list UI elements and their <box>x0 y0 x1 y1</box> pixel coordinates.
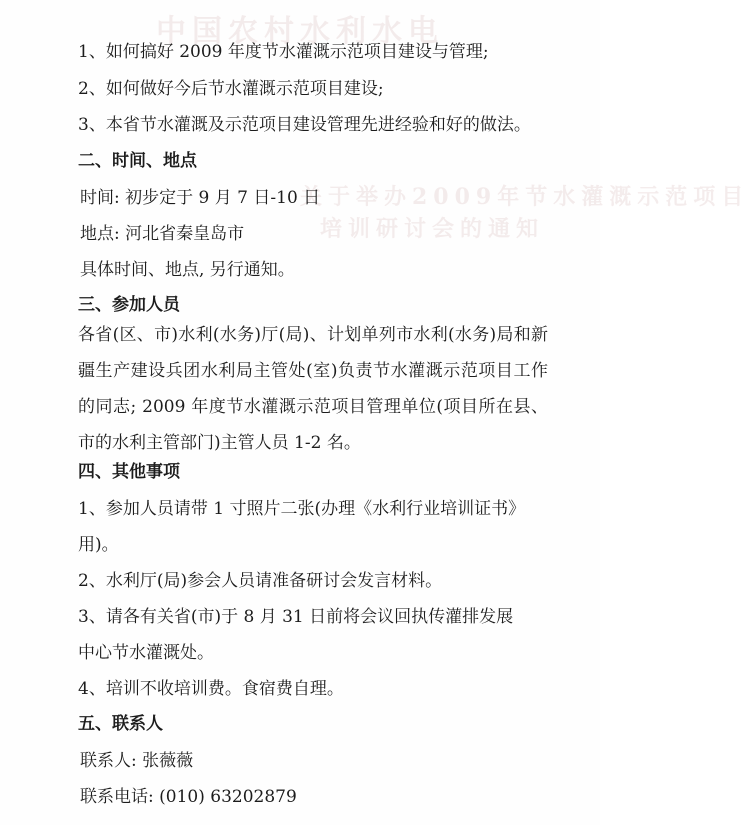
show-through-text-top: 中国农村水利水电 <box>156 14 444 49</box>
time-text: 时间: 初步定于 9 月 7 日-10 日 <box>80 188 321 208</box>
section3-heading: 三、参加人员 <box>78 295 180 315</box>
other-item-2: 2、水利厅(局)参会人员请准备研讨会发言材料。 <box>78 571 443 591</box>
section5-heading: 五、联系人 <box>78 714 163 734</box>
section2-heading: 二、时间、地点 <box>78 151 197 171</box>
place-text: 地点: 河北省秦皇岛市 <box>80 224 245 244</box>
contact-person: 联系人: 张薇薇 <box>80 751 194 771</box>
participants-paragraph: 各省(区、市)水利(水务)厅(局)、计划单列市水利(水务)局和新疆生产建设兵团水利局主管处(室)负责节水灌溉示范项目工作的同志; 2009 年度节水灌溉示范项目管理单位(项目所在县、市的水利主管部门)主管人员 1-2 名。 <box>78 325 548 453</box>
section1-item-1: 1、如何搞好 2009 年度节水灌溉示范项目建设与管理; <box>78 42 489 62</box>
show-through-text-mid-1: 关于举办2009年节水灌溉示范项目 <box>300 184 749 210</box>
other-item-1-line-2: 用)。 <box>78 535 119 555</box>
time-place-note: 具体时间、地点, 另行通知。 <box>80 260 295 280</box>
other-item-1-line-1: 1、参加人员请带 1 寸照片二张(办理《水利行业培训证书》 <box>78 499 526 519</box>
show-through-text-mid-2: 培训研讨会的通知 <box>320 216 545 242</box>
other-item-3-line-1: 3、请各有关省(市)于 8 月 31 日前将会议回执传灌排发展 <box>78 607 514 627</box>
section1-item-3: 3、本省节水灌溉及示范项目建设管理先进经验和好的做法。 <box>78 115 531 135</box>
contact-phone: 联系电话: (010) 63202879 <box>80 787 297 807</box>
section1-item-2: 2、如何做好今后节水灌溉示范项目建设; <box>78 79 384 99</box>
other-item-4: 4、培训不收培训费。食宿费自理。 <box>78 679 344 699</box>
other-item-3-line-2: 中心节水灌溉处。 <box>78 643 214 663</box>
section4-heading: 四、其他事项 <box>78 462 180 482</box>
